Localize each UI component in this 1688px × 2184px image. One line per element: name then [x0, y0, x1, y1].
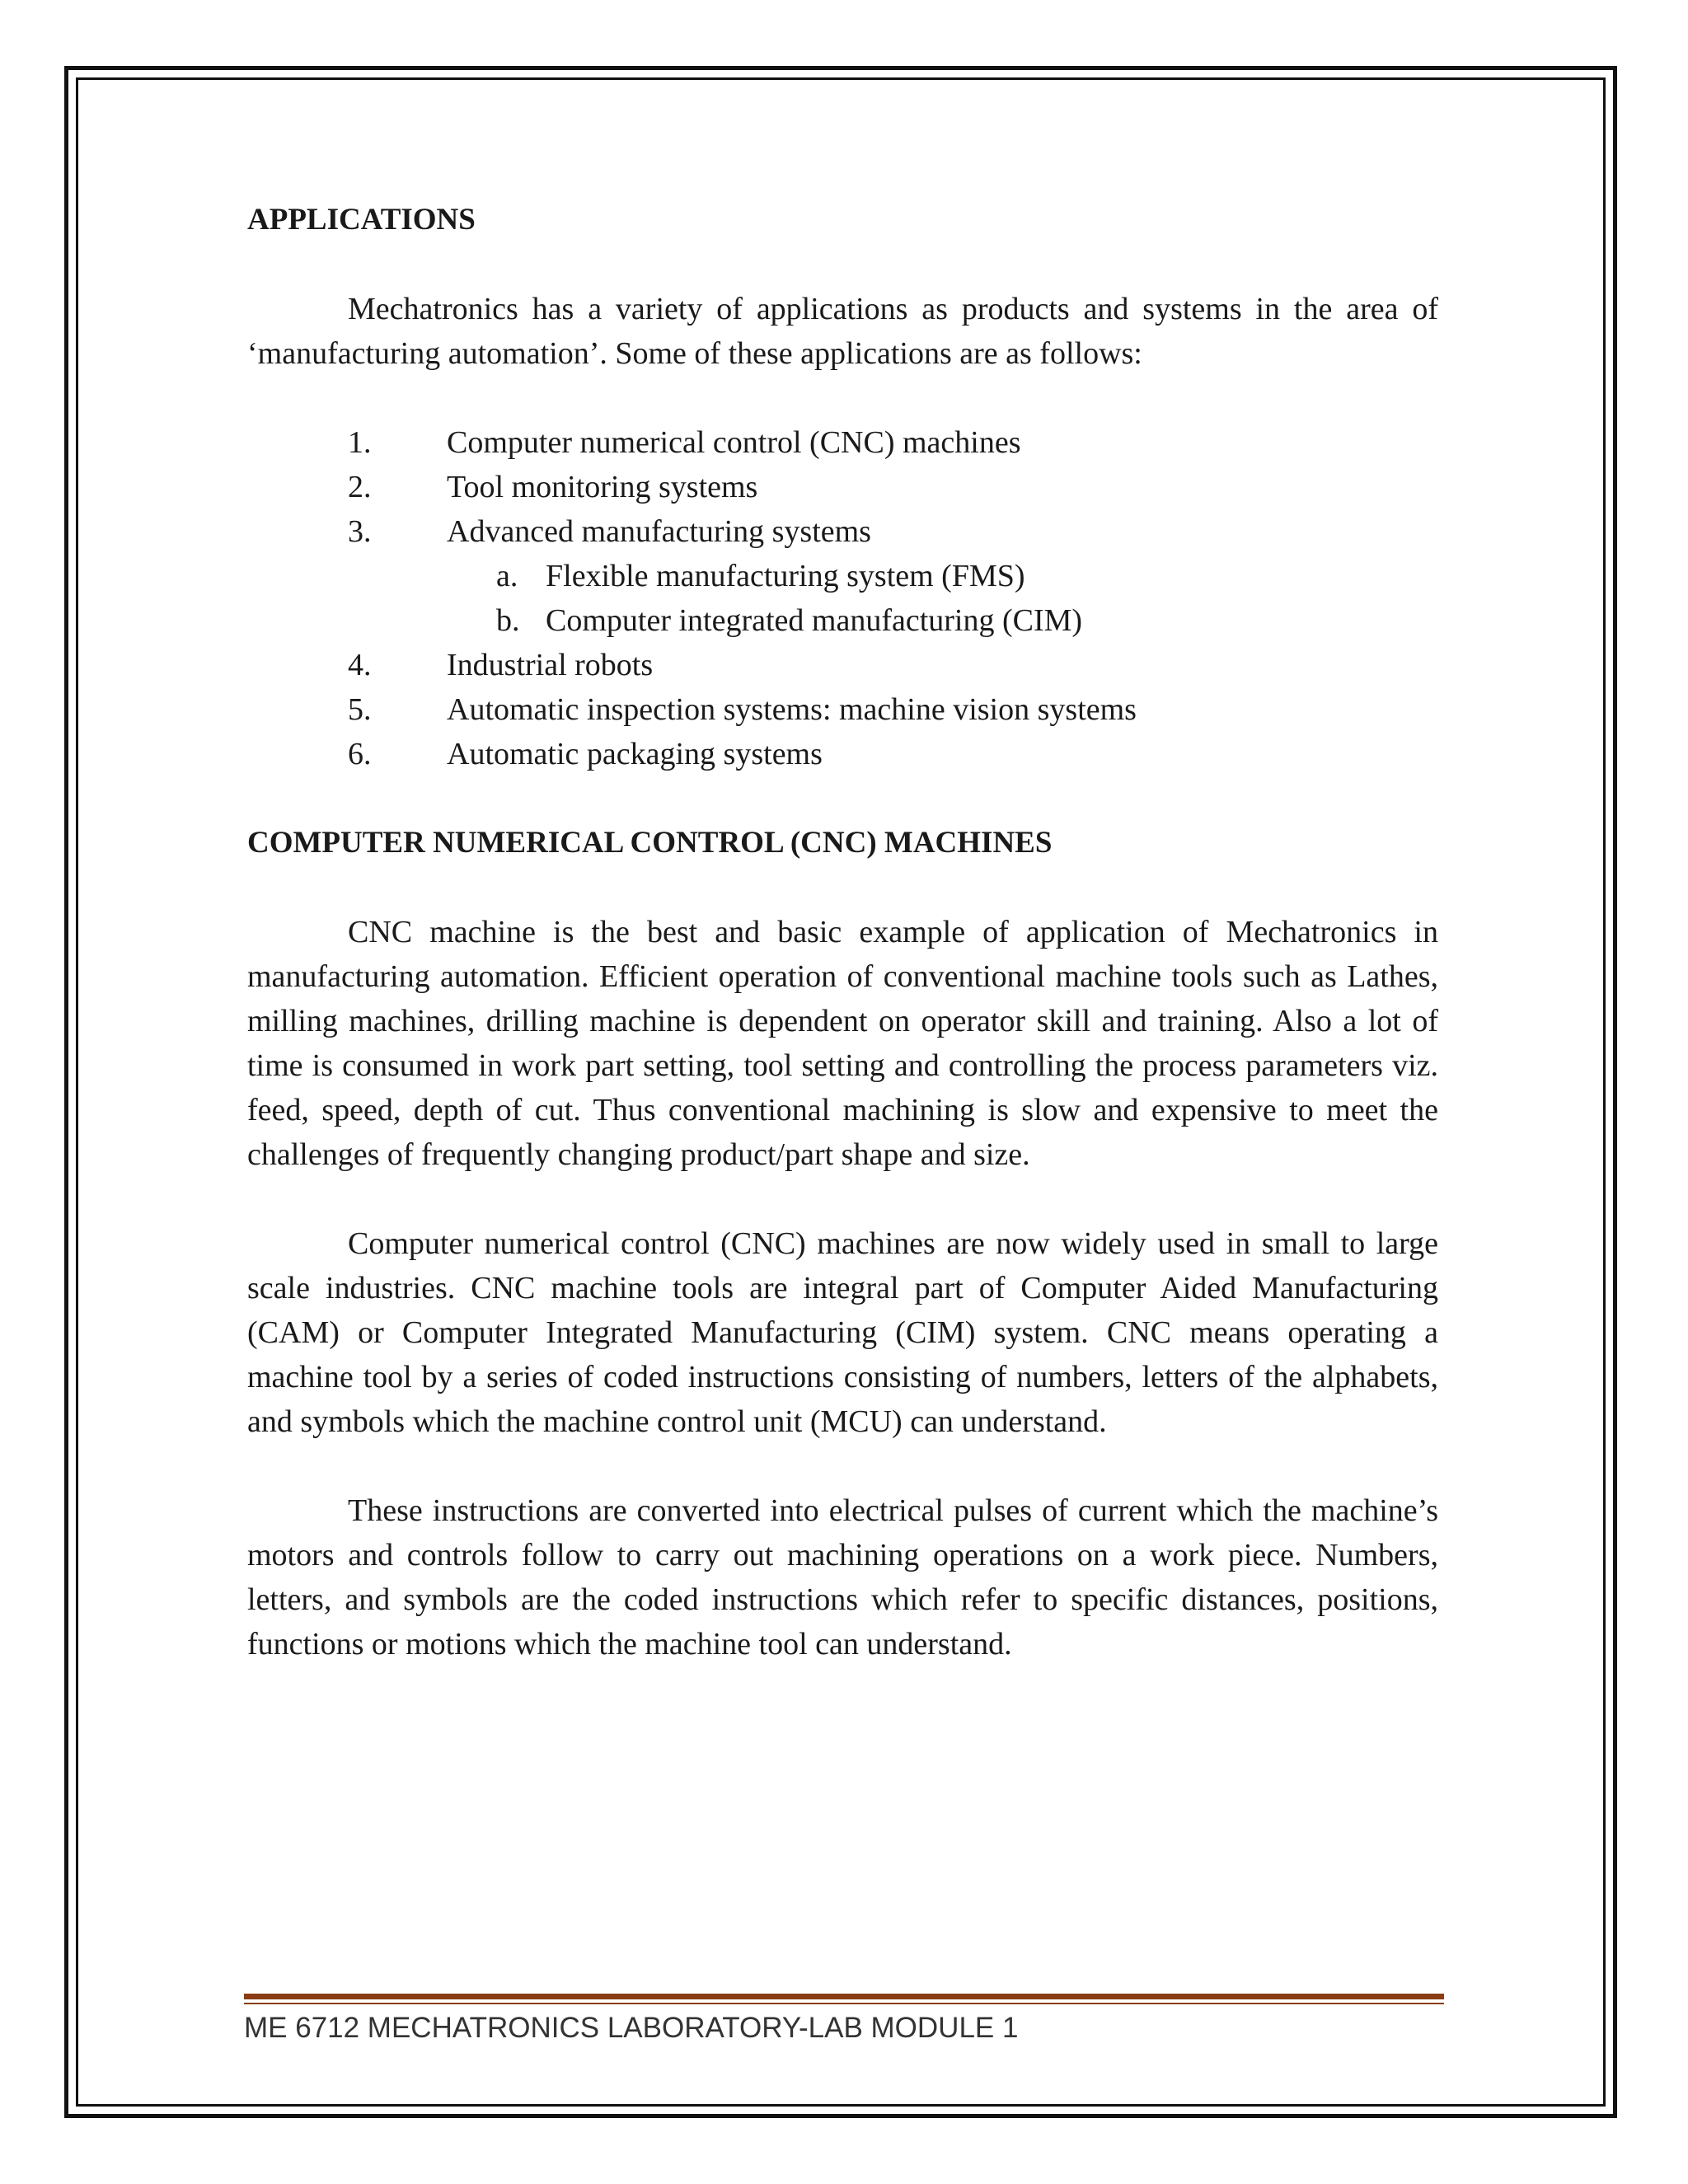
list-item	[247, 420, 1438, 465]
list-item-text: Automatic packaging systems	[447, 737, 823, 771]
cnc-heading: COMPUTER NUMERICAL CONTROL (CNC) MACHINES	[247, 826, 1053, 860]
list-item	[247, 643, 1438, 687]
list-item-number: 5.	[348, 692, 372, 727]
intro-paragraph: Mechatronics has a variety of applications as products and systems in the area of ‘manufacturing automation’. Some of these applications are as follows:	[247, 292, 1438, 371]
footer-rule-thin	[244, 2003, 1444, 2004]
list-item-number: 3.	[348, 514, 372, 549]
list-item-text: Advanced manufacturing systems	[447, 514, 871, 549]
list-item-number: 1.	[348, 425, 372, 460]
page-content	[247, 198, 1438, 1666]
page-footer: ME 6712 MECHATRONICS LABORATORY-LAB MODULE 1	[244, 2012, 1019, 2044]
sublist-item-text: Computer integrated manufacturing (CIM)	[546, 603, 1083, 638]
list-item-text: Computer numerical control (CNC) machines	[447, 425, 1021, 460]
list-item-number: 6.	[348, 737, 372, 771]
body-paragraph: CNC machine is the best and basic example of application of Mechatronics in manufacturing automation. Efficient operation of conventional machine tools such as Lathes, milling machines, drilling machine is dependent on operator skill and training. Also a lot of time is consumed in work part setting, tool setting and controlling the process parameters viz. feed, speed, depth of cut. Thus conventional machining is slow and expensive to meet the challenges of frequently changing product/part shape and size.	[247, 915, 1438, 1172]
sublist-item	[247, 598, 1438, 643]
list-item	[247, 687, 1438, 732]
footer-rule	[244, 1994, 1444, 1999]
sublist-item-letter: b.	[496, 603, 520, 638]
list-item	[247, 732, 1438, 776]
sublist-item-letter: a.	[496, 559, 518, 593]
body-paragraph: Computer numerical control (CNC) machines are now widely used in small to large scale industries. CNC machine tools are integral part of Computer Aided Manufacturing (CAM) or Computer Integrated Manufacturing (CIM) system. CNC means operating a machine tool by a series of coded instructions consisting of numbers, letters of the alphabets, and symbols which the machine control unit (MCU) can understand.	[247, 1226, 1438, 1439]
list-item-number: 2.	[348, 470, 372, 504]
spacer	[247, 242, 1438, 287]
list-item-text: Tool monitoring systems	[447, 470, 758, 504]
spacer	[247, 1444, 1438, 1488]
body-paragraph: These instructions are converted into electrical pulses of current which the machine’s motors and controls follow to carry out machining operations on a work piece. Numbers, letters, and symbols are the coded instructions which refer to specific distances, positions, functions or motions which the machine tool can understand.	[247, 1493, 1438, 1661]
list-item-text: Industrial robots	[447, 648, 654, 682]
spacer	[247, 865, 1438, 910]
sublist-item	[247, 554, 1438, 598]
spacer	[247, 376, 1438, 420]
list-item-text: Automatic inspection systems: machine vision systems	[447, 692, 1137, 727]
list-item	[247, 509, 1438, 554]
spacer	[247, 1177, 1438, 1221]
list-item-number: 4.	[348, 648, 372, 682]
sublist-item-text: Flexible manufacturing system (FMS)	[546, 559, 1025, 593]
applications-list	[247, 420, 1438, 776]
list-item	[247, 465, 1438, 509]
applications-heading: APPLICATIONS	[247, 203, 476, 237]
spacer	[247, 776, 1438, 821]
